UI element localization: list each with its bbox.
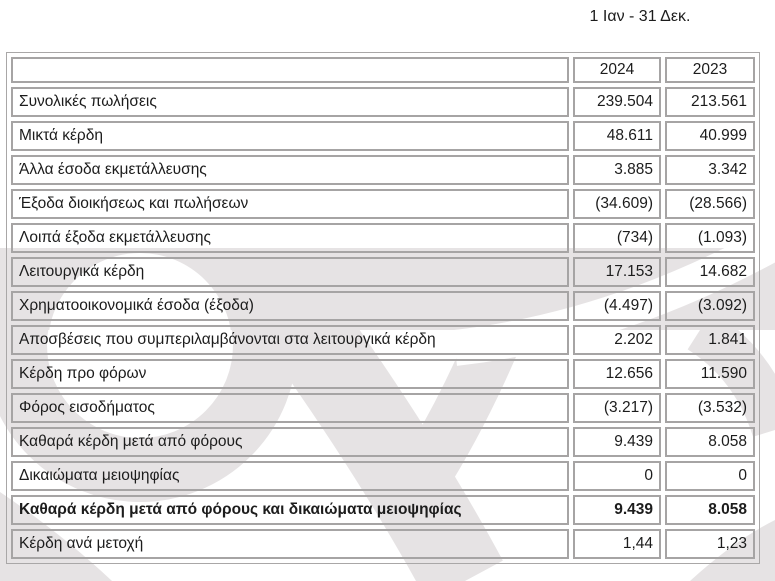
column-header-2023: 2023: [665, 57, 755, 83]
row-label: Καθαρά κέρδη μετά από φόρους και δικαιώματα μειοψηφίας: [11, 495, 569, 525]
table-row: [11, 291, 755, 321]
row-label: Έξοδα διοικήσεως και πωλήσεων: [11, 189, 569, 219]
row-label: Αποσβέσεις που συμπεριλαμβάνονται στα λειτουργικά κέρδη: [11, 325, 569, 355]
row-value-2024: 1,44: [573, 529, 661, 559]
period-header: 1 Ιαν - 31 Δεκ.: [589, 8, 691, 25]
row-value-2023: 8.058: [665, 495, 755, 525]
table-row: [11, 461, 755, 491]
table-row: [11, 155, 755, 185]
table-row: [11, 495, 755, 525]
row-value-2024: 239.504: [573, 87, 661, 117]
row-value-2024: (734): [573, 223, 661, 253]
row-value-2024: (4.497): [573, 291, 661, 321]
table-row: [11, 359, 755, 389]
income-statement-table: [6, 52, 760, 564]
row-value-2024: 9.439: [573, 495, 661, 525]
row-value-2023: 40.999: [665, 121, 755, 151]
row-value-2023: (1.093): [665, 223, 755, 253]
row-value-2023: (3.532): [665, 393, 755, 423]
row-label: Συνολικές πωλήσεις: [11, 87, 569, 117]
row-value-2024: 48.611: [573, 121, 661, 151]
row-value-2023: 0: [665, 461, 755, 491]
row-label: Χρηματοοικονομικά έσοδα (έξοδα): [11, 291, 569, 321]
row-value-2023: (28.566): [665, 189, 755, 219]
row-label: Κέρδη ανά μετοχή: [11, 529, 569, 559]
row-label: Λειτουργικά κέρδη: [11, 257, 569, 287]
row-label: Μικτά κέρδη: [11, 121, 569, 151]
table-row: [11, 87, 755, 117]
table-row: [11, 257, 755, 287]
row-value-2023: 8.058: [665, 427, 755, 457]
row-label: Φόρος εισοδήματος: [11, 393, 569, 423]
row-label: Καθαρά κέρδη μετά από φόρους: [11, 427, 569, 457]
row-value-2023: 1.841: [665, 325, 755, 355]
row-value-2024: 2.202: [573, 325, 661, 355]
table-row: [11, 223, 755, 253]
row-label: Λοιπά έξοδα εκμετάλλευσης: [11, 223, 569, 253]
row-value-2023: 11.590: [665, 359, 755, 389]
table-row: [11, 427, 755, 457]
row-value-2024: 17.153: [573, 257, 661, 287]
table-row: [11, 325, 755, 355]
row-value-2023: 213.561: [665, 87, 755, 117]
table-row: [11, 393, 755, 423]
table-row: [11, 529, 755, 559]
row-value-2024: 9.439: [573, 427, 661, 457]
table-row: [11, 189, 755, 219]
header-empty-cell: [11, 57, 569, 83]
row-value-2023: 14.682: [665, 257, 755, 287]
row-value-2023: 3.342: [665, 155, 755, 185]
row-label: Άλλα έσοδα εκμετάλλευσης: [11, 155, 569, 185]
table-header-row: [11, 57, 755, 83]
row-value-2023: 1,23: [665, 529, 755, 559]
row-label: Δικαιώματα μειοψηφίας: [11, 461, 569, 491]
row-value-2024: (3.217): [573, 393, 661, 423]
row-value-2024: 3.885: [573, 155, 661, 185]
row-value-2023: (3.092): [665, 291, 755, 321]
row-value-2024: 0: [573, 461, 661, 491]
row-label: Κέρδη προ φόρων: [11, 359, 569, 389]
row-value-2024: 12.656: [573, 359, 661, 389]
table-row: [11, 121, 755, 151]
table-body: [11, 87, 755, 559]
column-header-2024: 2024: [573, 57, 661, 83]
row-value-2024: (34.609): [573, 189, 661, 219]
